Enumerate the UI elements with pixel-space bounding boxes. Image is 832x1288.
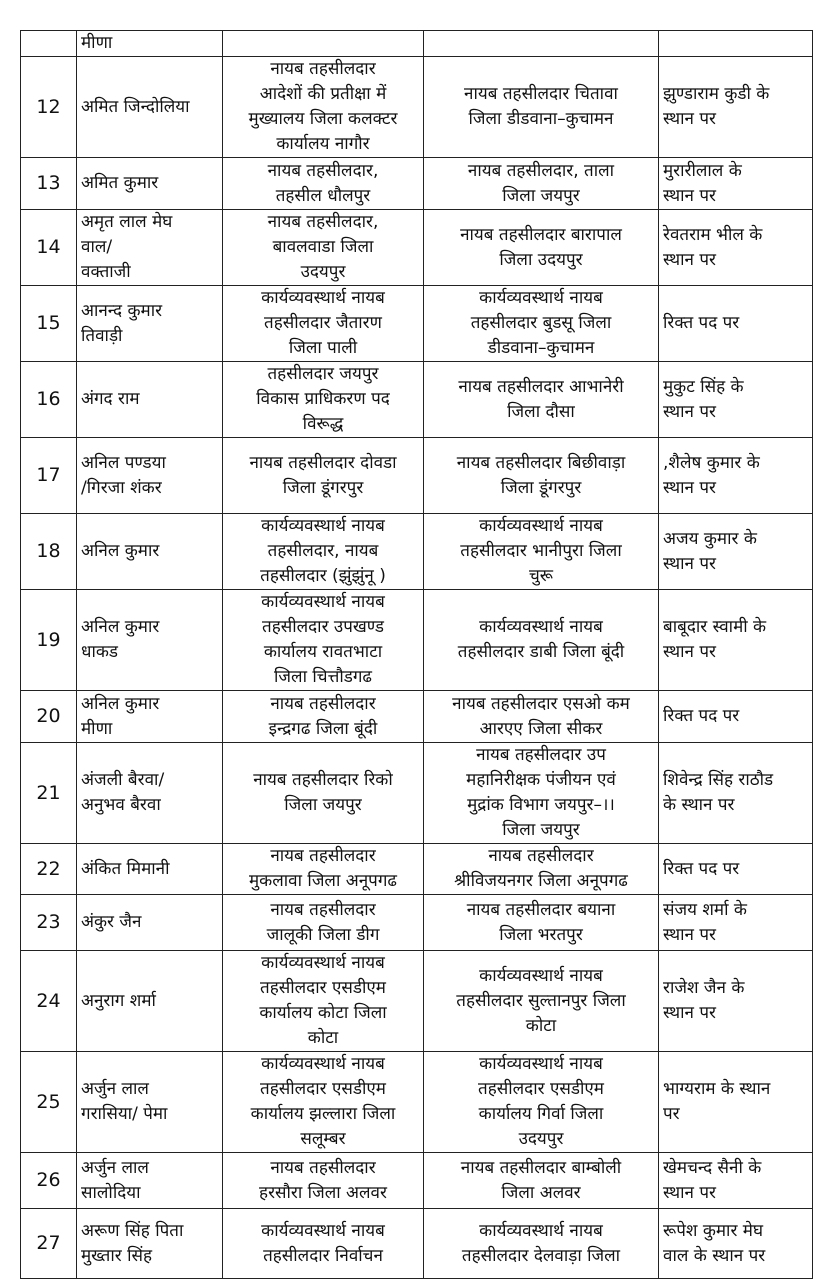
remark-cell xyxy=(659,590,813,691)
remark-cell xyxy=(659,1209,813,1279)
cell-line: बाबूदार स्वामी के xyxy=(663,617,767,637)
cell-line: अंकुर जैन xyxy=(81,912,142,932)
serial-number-cell: 14 xyxy=(21,210,77,286)
cell-line: तहसीलदार डाबी जिला बूंदी xyxy=(457,642,625,662)
cell-line: जिला डीडवाना–कुचामन xyxy=(468,109,614,129)
cell-line: तहसीलदार जैतारण xyxy=(264,313,382,333)
employee-name-cell xyxy=(77,438,223,514)
cell-line: नायब तहसीलदार उप xyxy=(476,745,606,765)
new-posting-cell xyxy=(424,57,659,158)
cell-line: स्थान पर xyxy=(663,401,716,422)
remark-cell xyxy=(659,951,813,1052)
serial-number-cell: 22 xyxy=(21,844,77,895)
cell-line: आरएए जिला सीकर xyxy=(479,718,603,739)
serial-number-cell: 19 xyxy=(21,590,77,691)
cell-line: नायब तहसीलदार xyxy=(270,693,376,714)
employee-name-cell xyxy=(77,691,223,743)
cell-line: नायब तहसीलदार चितावा xyxy=(464,84,618,104)
cell-line: ,शैलेष कुमार के xyxy=(663,452,760,473)
serial-number-cell: 16 xyxy=(21,362,77,438)
cell-line: रिक्त पद पर xyxy=(663,706,740,726)
cell-line: कार्यालय झल्लारा जिला xyxy=(250,1104,396,1124)
cell-line: अनिल कुमार xyxy=(81,693,160,714)
cell-line: तहसीलदार (झुंझुंनू ) xyxy=(260,566,386,586)
cell-line: कार्यव्यवस्थार्थ नायब xyxy=(261,592,385,612)
cell-line: सालोदिया xyxy=(81,1182,141,1203)
cell-line: वाल/ xyxy=(81,237,113,257)
remark-cell xyxy=(659,895,813,951)
table-row xyxy=(21,57,813,158)
cell-line: अनुभव बैरवा xyxy=(81,795,161,815)
cell-line: तहसीलदार एसडीएम xyxy=(260,978,386,998)
remark-cell xyxy=(659,844,813,895)
current-posting-cell xyxy=(223,286,424,362)
current-posting-cell xyxy=(223,691,424,743)
cell-line: अमित कुमार xyxy=(81,173,159,193)
cell-line: संजय शर्मा के xyxy=(663,899,747,920)
new-posting-cell xyxy=(424,743,659,844)
cell-line: जिला पाली xyxy=(288,338,358,358)
cell-line: मुख्तार सिंह xyxy=(81,1245,153,1266)
cell-line: स्थान पर xyxy=(663,109,716,129)
employee-name-cell xyxy=(77,590,223,691)
cell-line: रेवतराम भील के xyxy=(663,224,763,245)
employee-name-cell xyxy=(77,286,223,362)
new-posting-cell xyxy=(424,691,659,743)
employee-name-cell xyxy=(77,57,223,158)
cell-line: कार्यालय कोटा जिला xyxy=(259,1003,387,1023)
cell-line: नायब तहसीलदार xyxy=(270,846,376,866)
cell-line: कोटा xyxy=(307,1028,339,1048)
cell-line: कार्यव्यवस्थार्थ नायब xyxy=(479,965,603,986)
serial-number-cell: 21 xyxy=(21,743,77,844)
remark-cell xyxy=(659,57,813,158)
serial-number-cell: 25 xyxy=(21,1052,77,1153)
cell-line: चुरू xyxy=(528,566,553,586)
employee-name-cell xyxy=(77,210,223,286)
cell-line: तहसीलदार भानीपुरा जिला xyxy=(460,541,622,561)
cell-line: उदयपुर xyxy=(300,262,346,282)
employee-name-cell xyxy=(77,895,223,951)
current-posting-cell xyxy=(223,743,424,844)
cell-line: हरसौरा जिला अलवर xyxy=(259,1182,387,1203)
cell-line: स्थान पर xyxy=(663,1182,716,1203)
table-row xyxy=(21,590,813,691)
table-row xyxy=(21,743,813,844)
cell-line: तहसीलदार एसडीएम xyxy=(478,1079,604,1099)
new-posting-cell xyxy=(424,951,659,1052)
cell-line: जालूकी जिला डीग xyxy=(266,924,380,945)
employee-name-cell xyxy=(77,743,223,844)
cell-line: शिवेन्द्र सिंह राठौड xyxy=(663,770,774,790)
table-row xyxy=(21,158,813,210)
cell-line: कार्यालय गिर्वा जिला xyxy=(478,1104,604,1124)
cell-line: झुण्डाराम कुडी के xyxy=(663,84,770,104)
remark-cell xyxy=(659,1052,813,1153)
table-row xyxy=(21,362,813,438)
cell-line: अनिल कुमार xyxy=(81,541,160,561)
table-row xyxy=(21,691,813,743)
cell-line: तिवाड़ी xyxy=(81,325,123,346)
employee-name-cell xyxy=(77,1153,223,1209)
cell-line: के स्थान पर xyxy=(663,795,735,815)
table-row xyxy=(21,514,813,590)
cell-line: नायब तहसीलदार बयाना xyxy=(466,899,616,920)
current-posting-cell xyxy=(223,158,424,210)
cell-line: स्थान पर xyxy=(663,553,716,574)
cell-line: तहसीलदार, नायब xyxy=(267,541,379,561)
serial-number-cell: 12 xyxy=(21,57,77,158)
cell-line: जिला अलवर xyxy=(501,1182,581,1203)
cell-line: कार्यव्यवस्थार्थ नायब xyxy=(261,953,385,973)
cell-line: अनिल पण्डया xyxy=(81,452,166,473)
current-posting-cell xyxy=(223,1209,424,1279)
cell-line: विरूद्ध xyxy=(302,414,344,434)
cell-line: धाकड xyxy=(81,642,119,662)
cell-line: तहसीलदार एसडीएम xyxy=(260,1079,386,1099)
current-posting-cell xyxy=(223,895,424,951)
current-posting-cell xyxy=(223,951,424,1052)
cell-line: नायब तहसीलदार बाम्बोली xyxy=(460,1157,622,1178)
new-posting-cell xyxy=(424,1209,659,1279)
cell-line: तहसीलदार जयपुर xyxy=(267,364,379,384)
cell-line: मुरारीलाल के xyxy=(663,160,742,181)
cell-line: अंगद राम xyxy=(81,389,140,409)
cell-line: श्रीविजयनगर जिला अनूपगढ xyxy=(454,871,628,891)
cell-line: नायब तहसीलदार xyxy=(488,846,594,866)
table-row xyxy=(21,1209,813,1279)
cell-line: विकास प्राधिकरण पद xyxy=(256,389,390,409)
cell-line: जिला भरतपुर xyxy=(499,924,583,945)
remark-cell xyxy=(659,438,813,514)
employee-name-cell xyxy=(77,951,223,1052)
table-row xyxy=(21,951,813,1052)
cell-line: तहसील धौलपुर xyxy=(275,185,371,206)
cell-line: नायब तहसीलदार xyxy=(270,59,376,79)
cell-line: कार्यव्यवस्थार्थ नायब xyxy=(261,516,385,536)
employee-name-cell xyxy=(77,1209,223,1279)
new-posting-cell xyxy=(424,844,659,895)
transfer-table xyxy=(20,30,813,1279)
new-posting-cell xyxy=(424,210,659,286)
new-posting-cell xyxy=(424,158,659,210)
employee-name-cell xyxy=(77,158,223,210)
cell-line: कार्यव्यवस्थार्थ नायब xyxy=(261,1054,385,1074)
cell-line: मीणा xyxy=(81,718,113,739)
cell-line: कार्यालय रावतभाटा xyxy=(263,642,383,662)
cell-line: इन्द्रगढ जिला बूंदी xyxy=(268,718,378,739)
cell-line: तहसीलदार बुडसू जिला xyxy=(470,313,612,333)
remark-cell xyxy=(659,514,813,590)
cell-line: कार्यव्यवस्थार्थ नायब xyxy=(261,288,385,308)
cell-line: आदेशों की प्रतीक्षा में xyxy=(259,84,387,104)
cell-line: अर्जुन लाल xyxy=(81,1079,149,1099)
cell-line: रिक्त पद पर xyxy=(663,313,740,333)
cell-line: मुद्रांक विभाग जयपुर–।। xyxy=(467,795,615,815)
cell-line: उदयपुर xyxy=(518,1129,564,1149)
cell-line: खेमचन्द सैनी के xyxy=(663,1157,762,1178)
serial-number-cell: 17 xyxy=(21,438,77,514)
table-row xyxy=(21,210,813,286)
new-posting-cell xyxy=(424,31,659,57)
cell-line: स्थान पर xyxy=(663,642,716,662)
cell-line: अमृत लाल मेघ xyxy=(81,212,173,232)
cell-line: कोटा xyxy=(525,1015,557,1036)
remark-cell xyxy=(659,158,813,210)
cell-line: जिला जयपुर xyxy=(502,185,580,206)
table-row xyxy=(21,438,813,514)
cell-line: मुकुट सिंह के xyxy=(663,376,744,397)
remark-cell xyxy=(659,31,813,57)
current-posting-cell xyxy=(223,438,424,514)
remark-cell xyxy=(659,1153,813,1209)
employee-name-cell xyxy=(77,844,223,895)
cell-line: वाल के स्थान पर xyxy=(663,1245,766,1266)
employee-name-cell xyxy=(77,1052,223,1153)
cell-line: कार्यव्यवस्थार्थ नायब xyxy=(479,1054,603,1074)
new-posting-cell xyxy=(424,1052,659,1153)
cell-line: अजय कुमार के xyxy=(663,528,757,549)
cell-line: तहसीलदार निर्वाचन xyxy=(263,1245,383,1266)
cell-line: महानिरीक्षक पंजीयन एवं xyxy=(466,770,616,790)
cell-line: जिला डूंगरपुर xyxy=(282,477,364,498)
cell-line: नायब तहसीलदार बिछीवाड़ा xyxy=(456,452,626,473)
cell-line: भाग्यराम के स्थान xyxy=(663,1079,771,1099)
serial-number-cell xyxy=(21,31,77,57)
cell-line: जिला जयपुर xyxy=(502,820,580,840)
new-posting-cell xyxy=(424,514,659,590)
cell-line: रिक्त पद पर xyxy=(663,858,740,879)
cell-line: जिला जयपुर xyxy=(284,795,362,815)
cell-line: तहसीलदार उपखण्ड xyxy=(262,617,384,637)
serial-number-cell: 23 xyxy=(21,895,77,951)
cell-line: अर्जुन लाल xyxy=(81,1157,149,1178)
table-row xyxy=(21,31,813,57)
current-posting-cell xyxy=(223,514,424,590)
cell-line: पर xyxy=(663,1104,680,1124)
cell-line: कार्यव्यवस्थार्थ नायब xyxy=(261,1220,385,1241)
remark-cell xyxy=(659,210,813,286)
cell-line: कार्यव्यवस्थार्थ नायब xyxy=(479,1220,603,1241)
cell-line: मीणा xyxy=(81,33,113,53)
cell-line: बावलवाडा जिला xyxy=(272,237,374,257)
current-posting-cell xyxy=(223,362,424,438)
cell-line: नायब तहसीलदार xyxy=(270,1157,376,1178)
current-posting-cell xyxy=(223,1153,424,1209)
remark-cell xyxy=(659,362,813,438)
cell-line: सलूम्बर xyxy=(300,1129,346,1149)
new-posting-cell xyxy=(424,895,659,951)
cell-line: नायब तहसीलदार, xyxy=(267,212,379,232)
cell-line: नायब तहसीलदार आभानेरी xyxy=(458,376,624,397)
remark-cell xyxy=(659,743,813,844)
employee-name-cell xyxy=(77,31,223,57)
cell-line: नायब तहसीलदार दोवडा xyxy=(249,452,397,473)
cell-line: राजेश जैन के xyxy=(663,978,745,998)
cell-line: अरूण सिंह पिता xyxy=(81,1220,184,1241)
table-row xyxy=(21,844,813,895)
cell-line: आनन्द कुमार xyxy=(81,300,163,321)
remark-cell xyxy=(659,691,813,743)
new-posting-cell xyxy=(424,438,659,514)
cell-line: /गिरजा शंकर xyxy=(81,477,162,498)
cell-line: गरासिया/ पेमा xyxy=(81,1104,168,1124)
remark-cell xyxy=(659,286,813,362)
cell-line: अनिल कुमार xyxy=(81,617,160,637)
current-posting-cell xyxy=(223,590,424,691)
current-posting-cell xyxy=(223,57,424,158)
cell-line: रूपेश कुमार मेघ xyxy=(663,1220,764,1241)
table-row xyxy=(21,286,813,362)
cell-line: नायब तहसीलदार बारापाल xyxy=(460,224,622,245)
cell-line: मुख्यालय जिला कलक्टर xyxy=(248,109,398,129)
cell-line: नायब तहसीलदार एसओ कम xyxy=(452,693,630,714)
table-row xyxy=(21,1052,813,1153)
table-row xyxy=(21,1153,813,1209)
new-posting-cell xyxy=(424,1153,659,1209)
serial-number-cell: 13 xyxy=(21,158,77,210)
cell-line: वक्ताजी xyxy=(81,262,131,282)
cell-line: कार्यव्यवस्थार्थ नायब xyxy=(479,288,603,308)
cell-line: कार्यव्यवस्थार्थ नायब xyxy=(479,617,603,637)
employee-name-cell xyxy=(77,514,223,590)
cell-line: तहसीलदार सुल्तानपुर जिला xyxy=(456,990,626,1011)
cell-line: नायब तहसीलदार xyxy=(270,899,376,920)
serial-number-cell: 27 xyxy=(21,1209,77,1279)
current-posting-cell xyxy=(223,31,424,57)
employee-name-cell xyxy=(77,362,223,438)
cell-line: कार्यालय नागौर xyxy=(276,134,370,154)
cell-line: मुकलावा जिला अनूपगढ xyxy=(249,871,397,891)
table-row xyxy=(21,895,813,951)
serial-number-cell: 20 xyxy=(21,691,77,743)
cell-line: जिला चित्तौडगढ xyxy=(274,667,372,687)
cell-line: जिला डूंगरपुर xyxy=(500,477,582,498)
new-posting-cell xyxy=(424,362,659,438)
cell-line: नायब तहसीलदार, ताला xyxy=(467,160,615,181)
serial-number-cell: 26 xyxy=(21,1153,77,1209)
cell-line: नायब तहसीलदार, xyxy=(267,160,379,181)
serial-number-cell: 15 xyxy=(21,286,77,362)
cell-line: स्थान पर xyxy=(663,1003,716,1023)
serial-number-cell: 24 xyxy=(21,951,77,1052)
new-posting-cell xyxy=(424,286,659,362)
cell-line: डीडवाना–कुचामन xyxy=(487,338,595,358)
cell-line: स्थान पर xyxy=(663,924,716,945)
cell-line: अंकित मिमानी xyxy=(81,858,170,879)
transfer-table-body xyxy=(21,31,813,1279)
cell-line: कार्यव्यवस्थार्थ नायब xyxy=(479,516,603,536)
cell-line: स्थान पर xyxy=(663,477,716,498)
cell-line: तहसीलदार देलवाड़ा जिला xyxy=(461,1245,621,1266)
cell-line: स्थान पर xyxy=(663,249,716,270)
current-posting-cell xyxy=(223,1052,424,1153)
new-posting-cell xyxy=(424,590,659,691)
cell-line: अंजली बैरवा/ xyxy=(81,770,165,790)
cell-line: स्थान पर xyxy=(663,185,716,206)
cell-line: अनुराग शर्मा xyxy=(81,990,156,1011)
cell-line: नायब तहसीलदार रिको xyxy=(253,770,393,790)
current-posting-cell xyxy=(223,844,424,895)
serial-number-cell: 18 xyxy=(21,514,77,590)
cell-line: जिला उदयपुर xyxy=(499,249,583,270)
cell-line: जिला दौसा xyxy=(507,401,575,422)
cell-line: अमित जिन्दोलिया xyxy=(81,96,190,117)
current-posting-cell xyxy=(223,210,424,286)
